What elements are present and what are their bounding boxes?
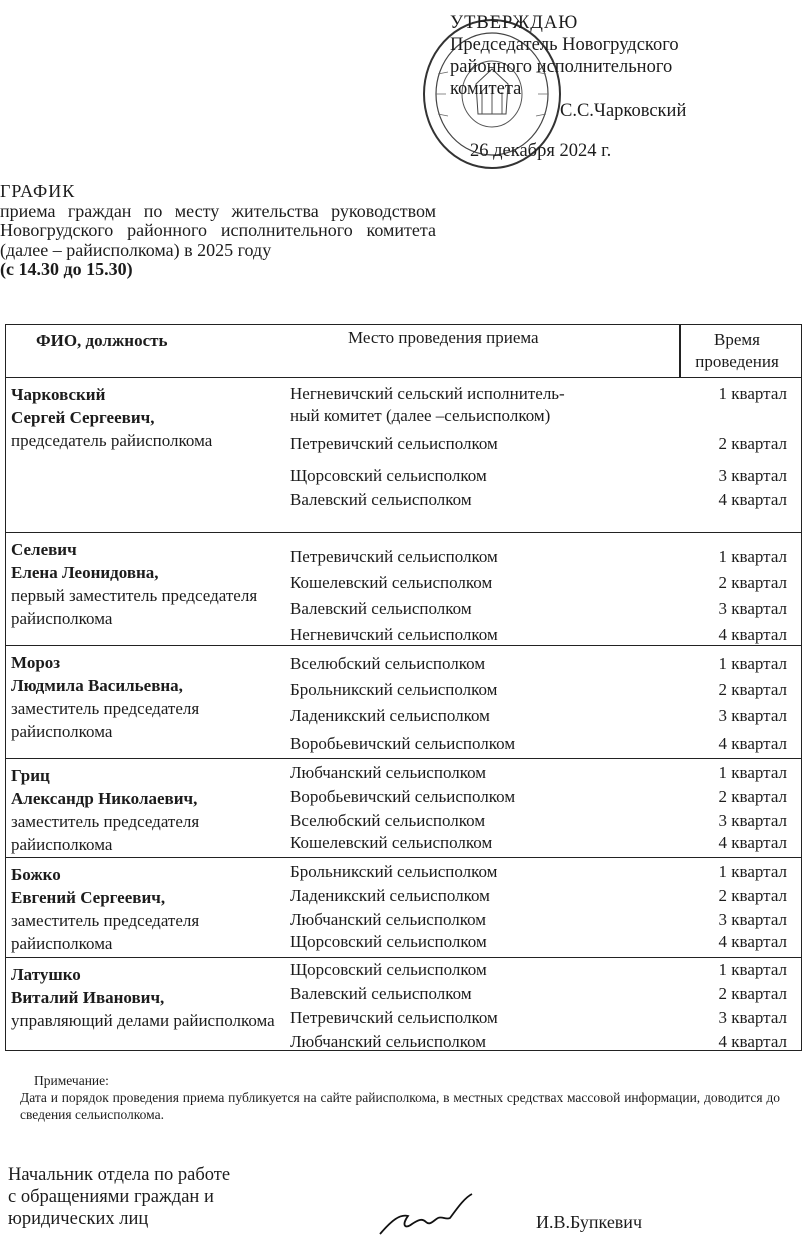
person-last-name: Мороз bbox=[11, 653, 61, 672]
person-first-names: Сергей Сергеевич, bbox=[11, 408, 155, 427]
table-row bbox=[6, 378, 801, 533]
person-position: заместитель председателя райисполкома bbox=[11, 812, 200, 854]
reception-quarter: 4 квартал bbox=[718, 1032, 787, 1051]
table-body bbox=[6, 378, 801, 1050]
signature-icon bbox=[372, 1190, 482, 1242]
person-last-name: Латушко bbox=[11, 965, 81, 984]
person-last-name: Чарковский bbox=[11, 385, 106, 404]
footer-line: Начальник отдела по работе bbox=[8, 1165, 231, 1185]
reception-place: Кошелевский сельисполком bbox=[290, 833, 493, 852]
reception-place: Любчанский сельисполком bbox=[290, 763, 487, 782]
reception-place: Вселюбский сельисполком bbox=[290, 811, 486, 830]
reception-place: Воробьевичский сельисполком bbox=[290, 734, 516, 753]
reception-place: Ладеникский сельисполком bbox=[290, 886, 490, 905]
reception-place: Вселюбский сельисполком bbox=[290, 654, 486, 673]
reception-quarter: 3 квартал bbox=[718, 706, 787, 725]
reception-place: Петревичский сельисполком bbox=[290, 1008, 498, 1027]
reception-quarter: 2 квартал bbox=[718, 573, 787, 592]
person-position: заместитель председателя райисполкома bbox=[11, 911, 200, 953]
reception-quarter: 1 квартал bbox=[718, 763, 787, 782]
reception-quarter: 4 квартал bbox=[718, 625, 787, 644]
reception-place: ный комитет (далее –сельисполком) bbox=[290, 406, 551, 425]
header-person: ФИО, должность bbox=[36, 331, 168, 350]
title-heading: ГРАФИК bbox=[0, 181, 76, 201]
reception-quarter: 4 квартал bbox=[718, 490, 787, 509]
reception-quarter: 4 квартал bbox=[718, 833, 787, 852]
document-title bbox=[0, 182, 436, 280]
reception-quarter: 1 квартал bbox=[718, 862, 787, 881]
approval-block bbox=[450, 12, 686, 162]
reception-place: Щорсовский сельисполком bbox=[290, 466, 487, 485]
approval-signer: С.С.Чарковский bbox=[560, 101, 687, 121]
person-first-names: Елена Леонидовна, bbox=[11, 563, 159, 582]
footer-line: с обращениями граждан и bbox=[8, 1187, 214, 1207]
person-cell bbox=[11, 538, 281, 630]
person-last-name: Божко bbox=[11, 865, 61, 884]
reception-quarter: 3 квартал bbox=[718, 1008, 787, 1027]
reception-quarter: 1 квартал bbox=[718, 654, 787, 673]
reception-place: Кошелевский сельисполком bbox=[290, 573, 493, 592]
person-position: управляющий делами райисполкома bbox=[11, 1011, 275, 1030]
reception-quarter: 3 квартал bbox=[718, 466, 787, 485]
reception-quarter: 3 квартал bbox=[718, 811, 787, 830]
reception-quarter: 2 квартал bbox=[718, 680, 787, 699]
footer-signer: И.В.Бупкевич bbox=[536, 1212, 642, 1232]
reception-quarter: 2 квартал bbox=[718, 984, 787, 1003]
reception-place: Негневичский сельский исполнитель- bbox=[290, 384, 565, 403]
reception-quarter: 2 квартал bbox=[718, 886, 787, 905]
approval-line: комитета bbox=[450, 79, 522, 99]
person-position: первый заместитель председателя райисполкома bbox=[11, 586, 258, 628]
approval-title: УТВЕРЖДАЮ bbox=[450, 13, 579, 33]
reception-place: Любчанский сельисполком bbox=[290, 910, 487, 929]
reception-quarter: 4 квартал bbox=[718, 932, 787, 951]
approval-line: Председатель Новогрудского bbox=[450, 35, 679, 55]
person-cell bbox=[11, 651, 281, 743]
reception-place: Щорсовский сельисполком bbox=[290, 932, 487, 951]
reception-place: Валевский сельисполком bbox=[290, 984, 472, 1003]
person-cell bbox=[11, 963, 281, 1032]
header-time: Время проведения bbox=[695, 330, 779, 371]
person-first-names: Александр Николаевич, bbox=[11, 789, 198, 808]
reception-place: Брольникский сельисполком bbox=[290, 862, 498, 881]
reception-quarter: 1 квартал bbox=[718, 960, 787, 979]
reception-quarter: 1 квартал bbox=[718, 547, 787, 566]
reception-place: Петревичский сельисполком bbox=[290, 434, 498, 453]
person-first-names: Виталий Иванович, bbox=[11, 988, 165, 1007]
reception-quarter: 4 квартал bbox=[718, 734, 787, 753]
reception-place: Брольникский сельисполком bbox=[290, 680, 498, 699]
person-cell bbox=[11, 383, 281, 452]
footer-line: юридических лиц bbox=[8, 1209, 149, 1229]
reception-place: Валевский сельисполком bbox=[290, 599, 472, 618]
person-first-names: Людмила Васильевна, bbox=[11, 676, 183, 695]
person-position: заместитель председателя райисполкома bbox=[11, 699, 200, 741]
table-row bbox=[6, 533, 801, 646]
reception-place: Любчанский сельисполком bbox=[290, 1032, 487, 1051]
reception-place: Ладеникский сельисполком bbox=[290, 706, 490, 725]
reception-quarter: 2 квартал bbox=[718, 434, 787, 453]
reception-quarter: 3 квартал bbox=[718, 910, 787, 929]
person-position: председатель райисполкома bbox=[11, 431, 213, 450]
approval-line: районного исполнительного bbox=[450, 57, 673, 77]
reception-quarter: 3 квартал bbox=[718, 599, 787, 618]
header-place: Место проведения приема bbox=[348, 328, 539, 347]
reception-place: Негневичский сельисполком bbox=[290, 625, 498, 644]
table-row bbox=[6, 646, 801, 759]
reception-quarter: 2 квартал bbox=[718, 787, 787, 806]
note bbox=[20, 1072, 780, 1123]
title-time: (с 14.30 до 15.30) bbox=[0, 259, 133, 279]
table-row bbox=[6, 759, 801, 858]
reception-place: Петревичский сельисполком bbox=[290, 547, 498, 566]
note-title: Примечание: bbox=[34, 1073, 109, 1088]
person-first-names: Евгений Сергеевич, bbox=[11, 888, 166, 907]
approval-date: 26 декабря 2024 г. bbox=[470, 141, 612, 161]
table-row bbox=[6, 858, 801, 958]
person-cell bbox=[11, 764, 281, 856]
footer-position bbox=[8, 1164, 230, 1230]
person-cell bbox=[11, 863, 281, 955]
person-last-name: Гриц bbox=[11, 766, 50, 785]
reception-place: Валевский сельисполком bbox=[290, 490, 472, 509]
reception-place: Воробьевичский сельисполком bbox=[290, 787, 516, 806]
reception-place: Щорсовский сельисполком bbox=[290, 960, 487, 979]
table-header bbox=[6, 325, 801, 378]
schedule-table bbox=[5, 324, 802, 1051]
person-last-name: Селевич bbox=[11, 540, 77, 559]
table-row bbox=[6, 958, 801, 1050]
title-body: приема граждан по месту жительства руководством Новогрудского районного исполнительного комитета (далее – райисполкома) в 2025 году bbox=[0, 200, 436, 260]
reception-quarter: 1 квартал bbox=[718, 384, 787, 403]
note-body: Дата и порядок проведения приема публикуется на сайте райисполкома, в местных средствах массовой информации, доводится до сведения сельисполкома. bbox=[20, 1090, 780, 1122]
